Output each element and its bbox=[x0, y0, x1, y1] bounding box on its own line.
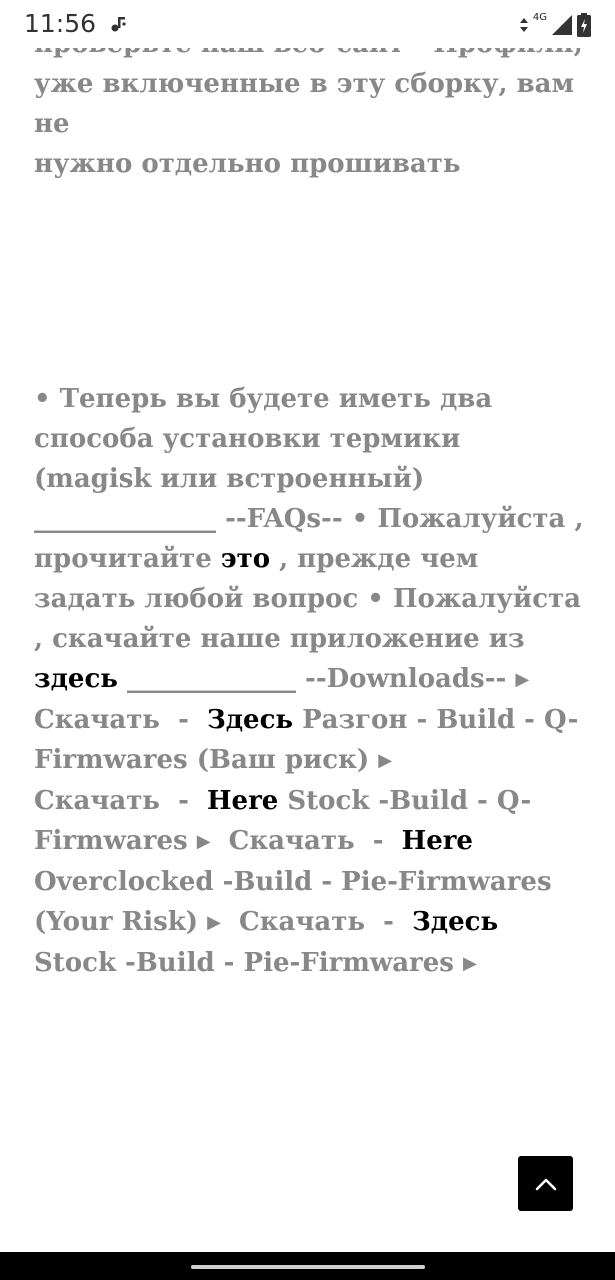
network-type-label: 4G bbox=[532, 11, 547, 23]
dash: - bbox=[178, 786, 189, 816]
paragraph-line: уже включенные в эту сборку, вам не bbox=[34, 69, 575, 139]
dash: - bbox=[178, 705, 189, 735]
data-transfer-icon bbox=[519, 17, 529, 33]
scroll-to-top-button[interactable] bbox=[518, 1156, 573, 1211]
download-label: Скачать bbox=[239, 907, 365, 937]
paragraph-text: , прежде чем задать любой вопрос • Пожалуйста , скачайте наше приложение из bbox=[34, 544, 581, 654]
signal-icon bbox=[551, 14, 573, 36]
app-download-link[interactable]: здесь bbox=[34, 664, 118, 694]
paragraph-text: • Теперь вы будете иметь два способа установки термики (magisk или встроенный) ______________ bbox=[34, 384, 493, 534]
paragraph-text: _____________ --Downloads-- bbox=[117, 664, 516, 694]
chevron-up-icon bbox=[534, 1176, 558, 1192]
paragraph-text: Разгон - Build - Q-Firmwares (Ваш риск) bbox=[34, 705, 579, 775]
paragraph-line: нужно отдельно прошивать bbox=[34, 149, 461, 179]
download-label: Скачать bbox=[34, 786, 160, 816]
download-link-oc-q[interactable]: Здесь bbox=[206, 705, 294, 735]
play-arrow-icon: ▶ bbox=[207, 912, 221, 933]
dash: - bbox=[383, 907, 394, 937]
dash: - bbox=[372, 826, 384, 856]
paragraph-text: --FAQs-- • Пожалуйста , прочитайте bbox=[34, 504, 584, 574]
download-link-stock-q[interactable]: Here bbox=[206, 786, 279, 816]
download-label: Скачать bbox=[228, 826, 355, 856]
notification-icon bbox=[110, 14, 128, 34]
status-time: 11:56 bbox=[24, 9, 97, 38]
play-arrow-icon: ▶ bbox=[196, 831, 211, 852]
paragraph-text: Stock -Build - Q-Firmwares bbox=[34, 786, 532, 856]
download-link-stock-pie[interactable]: Здесь bbox=[412, 907, 499, 937]
download-link-oc-pie[interactable]: Here bbox=[401, 826, 473, 856]
play-arrow-icon: ▶ bbox=[378, 750, 393, 771]
article-content bbox=[34, 24, 584, 1204]
faq-link[interactable]: это bbox=[220, 544, 271, 574]
paragraph-text: Stock -Build - Pie-Firmwares bbox=[34, 948, 463, 978]
status-icons bbox=[519, 12, 591, 38]
profiles-paragraph bbox=[34, 24, 584, 184]
download-label: Скачать bbox=[34, 705, 160, 735]
play-arrow-icon: ▶ bbox=[463, 953, 477, 974]
faq-downloads-paragraph bbox=[34, 379, 584, 984]
home-gesture-handle[interactable] bbox=[191, 1265, 425, 1269]
paragraph-text: Overclocked -Build - Pie-Firmwares (Your Risk) bbox=[34, 867, 552, 937]
system-navigation-bar bbox=[0, 1252, 615, 1280]
battery-icon bbox=[577, 13, 591, 37]
play-arrow-icon: ▶ bbox=[515, 669, 530, 690]
status-bar bbox=[0, 0, 615, 48]
